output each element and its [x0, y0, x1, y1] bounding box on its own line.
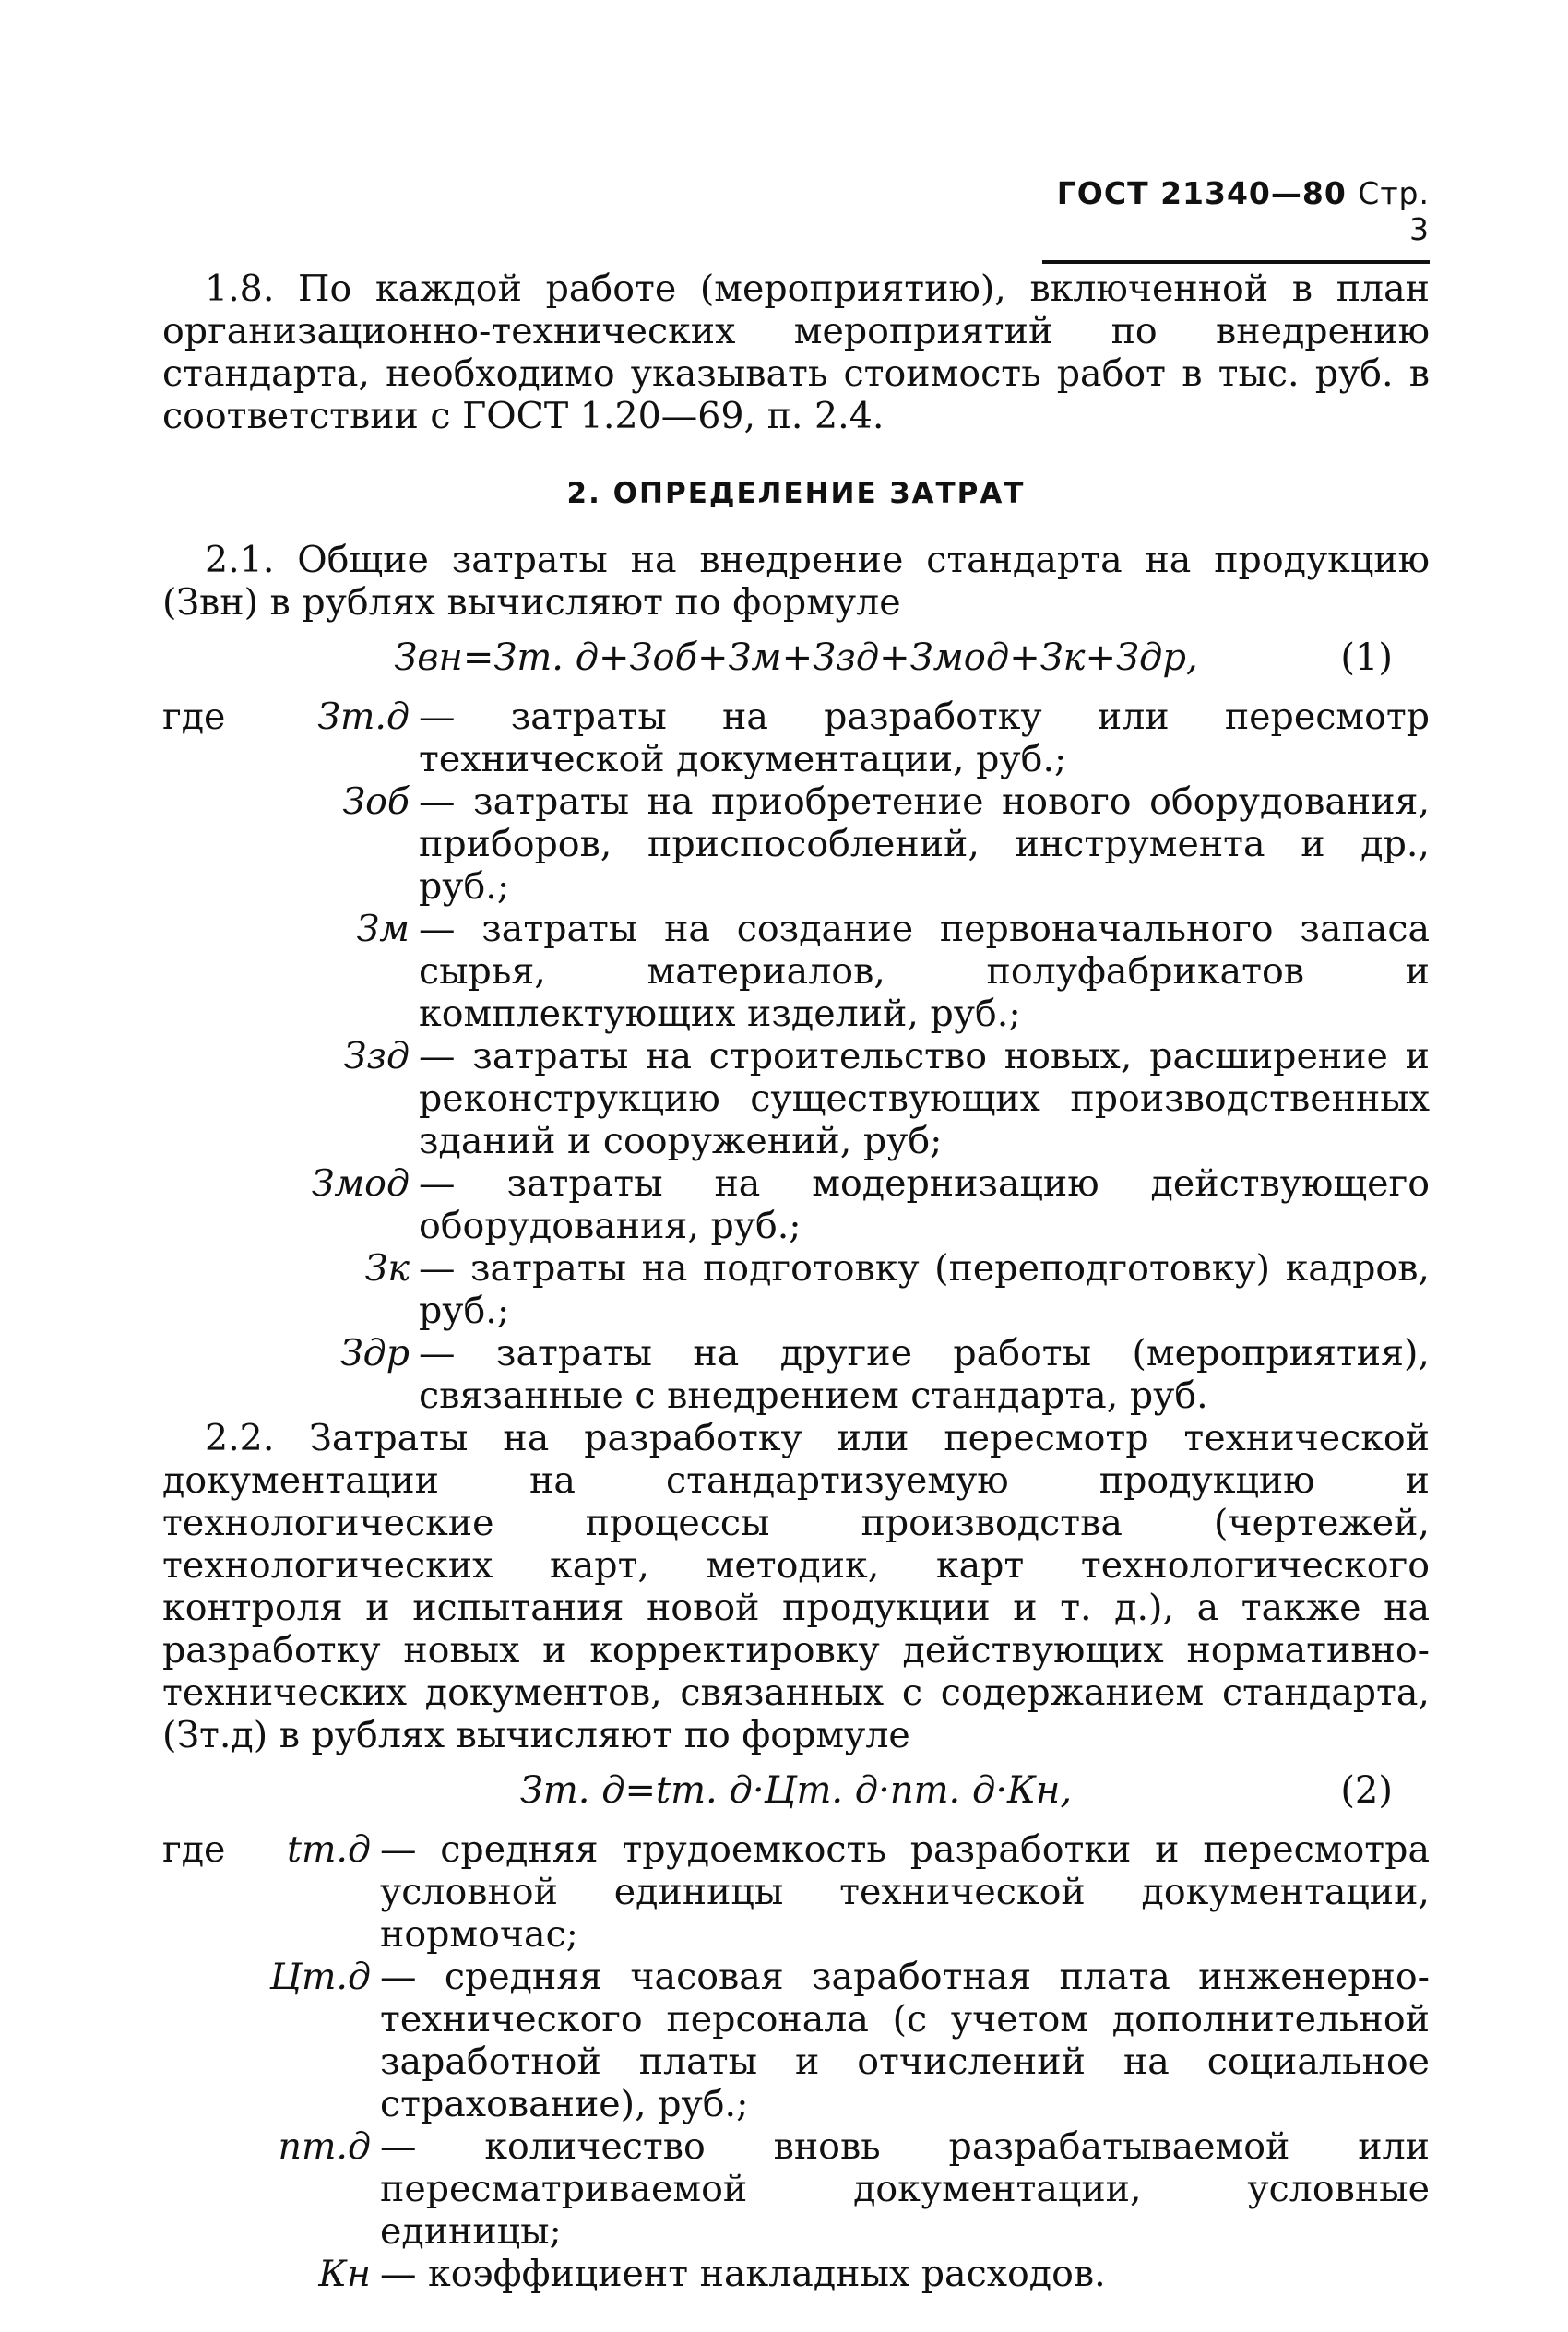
- page-number: Стр. 3: [1358, 175, 1430, 247]
- where-label: где: [162, 1828, 226, 1871]
- formula-1-expression: Звн=Зт. д+Зоб+Зм+Ззд+Змод+Зк+Здр,: [394, 637, 1198, 679]
- page-header: [1042, 175, 1430, 264]
- formula-2-expression: Зт. д=tт. д·Цт. д·nт. д·Кн,: [519, 1769, 1073, 1812]
- symbol: Зт.д: [317, 696, 410, 738]
- document-code: ГОСТ 21340—80: [1056, 175, 1347, 211]
- symbol: Змод: [311, 1162, 410, 1205]
- definition: — средняя трудоемкость разработки и пересмотра условной единицы технической документации, нормочас;: [380, 1828, 1430, 1956]
- symbol: Зоб: [342, 780, 410, 823]
- symbol: Ззд: [343, 1035, 410, 1077]
- symbol: Здр: [340, 1332, 410, 1374]
- definition: — затраты на подготовку (переподготовку) кадров, руб.;: [419, 1247, 1430, 1332]
- definition: — затраты на другие работы (мероприятия), связанные с внедрением стандарта, руб.: [419, 1332, 1430, 1417]
- definition: — средняя часовая заработная плата инженерно-технического персонала (с учетом дополнительной заработной платы и отчислений на социальное страхование), руб.;: [380, 1956, 1430, 2125]
- symbol: tт.д: [287, 1828, 371, 1871]
- formula-2: [162, 1762, 1430, 1826]
- definition: — затраты на приобретение нового оборудования, приборов, приспособлений, инструмента и др., руб.;: [419, 780, 1430, 908]
- document-body: [162, 268, 1430, 2295]
- paragraph-2-2: 2.2. Затраты на разработку или пересмотр технической документации на стандартизуемую продукцию и технологические процессы производства (чертежей, технологических карт, методик, карт технологического контроля и испытания новой продукции и т. д.), а также на разработку новых и корректировку действующих нормативно-технических документов, связанных с содержанием стандарта, (Зт.д) в рублях вычисляют по формуле: [162, 1417, 1430, 1756]
- where-label: где: [162, 696, 226, 738]
- formula-1: [162, 629, 1430, 694]
- section-title: 2. ОПРЕДЕЛЕНИЕ ЗАТРАТ: [566, 477, 1026, 510]
- symbol: Цт.д: [269, 1956, 371, 1998]
- definition: — затраты на модернизацию действующего оборудования, руб.;: [419, 1162, 1430, 1247]
- definition: — коэффициент накладных расходов.: [380, 2253, 1106, 2295]
- definition: — затраты на создание первоначального запаса сырья, материалов, полуфабрикатов и комплектующих изделий, руб.;: [419, 908, 1430, 1035]
- formula-2-number: (2): [1340, 1769, 1393, 1812]
- definition: — затраты на строительство новых, расширение и реконструкцию существующих производственных зданий и сооружений, руб;: [419, 1035, 1430, 1162]
- paragraph-1-8: 1.8. По каждой работе (мероприятию), включенной в план организационно-технических мероприятий по внедрению стандарта, необходимо указывать стоимость работ в тыс. руб. в соответствии с ГОСТ 1.20—69, п. 2.4.: [162, 268, 1430, 437]
- symbol: Кн: [318, 2253, 371, 2295]
- definition: — количество вновь разрабатываемой или пересматриваемой документации, условные единицы;: [380, 2125, 1430, 2253]
- symbol: Зк: [364, 1247, 410, 1290]
- paragraph-2-1: 2.1. Общие затраты на внедрение стандарта на продукцию (Звн) в рублях вычисляют по формуле: [162, 539, 1430, 624]
- definitions-list-1: [162, 696, 1430, 1417]
- definitions-list-2: [162, 1828, 1430, 2295]
- symbol: nт.д: [278, 2125, 371, 2168]
- definition: — затраты на разработку или пересмотр технической документации, руб.;: [419, 696, 1430, 780]
- symbol: Зм: [356, 908, 410, 950]
- formula-1-number: (1): [1340, 637, 1393, 679]
